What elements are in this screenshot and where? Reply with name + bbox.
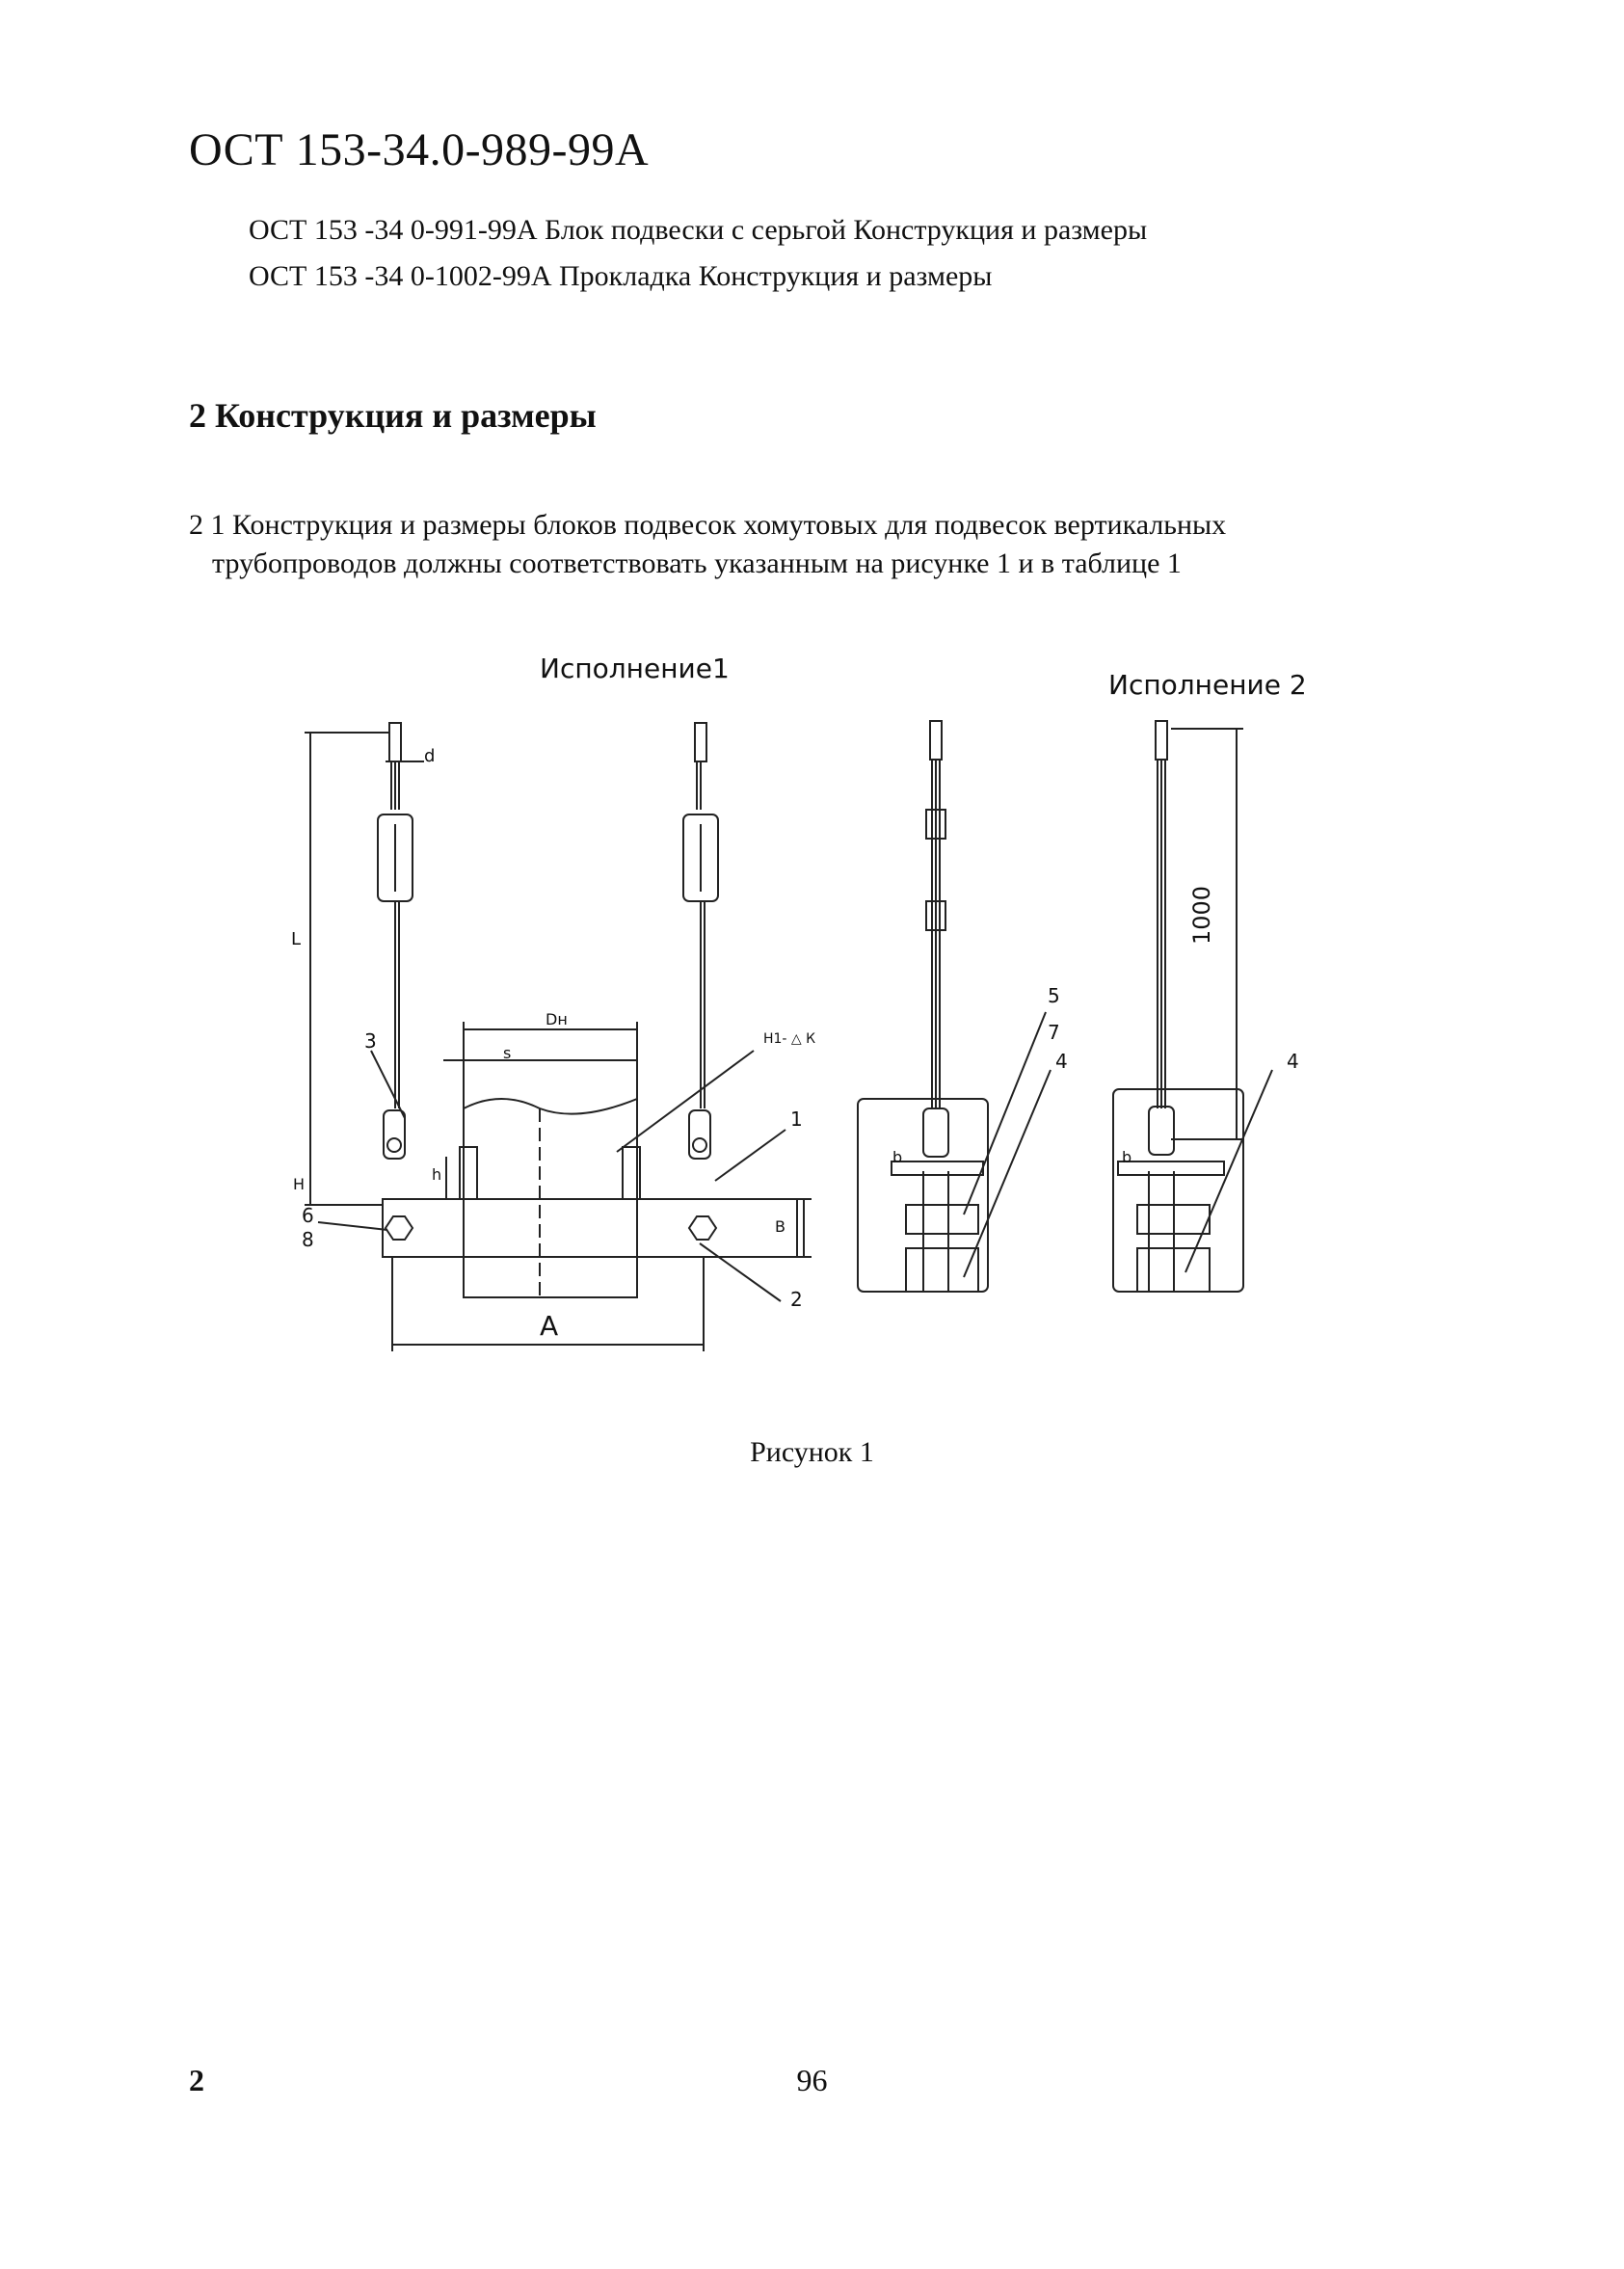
callout-4-side1: 4 [1055,1050,1068,1073]
paragraph-line-2: трубопроводов должны соответствовать указанным на рисунке 1 и в таблице 1 [212,547,1182,579]
section-title: 2 Конструкция и размеры [189,396,597,435]
dim-s-label: s [503,1044,512,1062]
callout-1: 1 [790,1108,803,1131]
pipe-outline [464,1060,637,1297]
clamp-bar [383,1199,797,1257]
callout-5: 5 [1048,984,1060,1007]
right-hanger-rod [683,723,718,1159]
side-view-variant-1 [858,721,1051,1292]
variant-1-label: Исполнение1 [540,653,730,684]
left-hanger-rod [378,723,413,1159]
dim-A-label: A [540,1310,559,1342]
variant-2-label: Исполнение 2 [1108,669,1307,701]
weld-note: Н1- △ К [763,1031,816,1047]
callout-7: 7 [1048,1021,1060,1044]
dim-L-label: L [291,929,302,949]
page-number: 96 [796,2063,828,2097]
dim-B-label: B [775,1217,785,1236]
callout-8: 8 [302,1228,314,1251]
reference-line-2: ОСТ 153 -34 0-1002-99А Прокладка Конструкция и размеры [249,260,993,292]
dim-h-label: h [432,1165,442,1184]
dim-Dn-label: Dн [546,1010,568,1028]
figure-caption: Рисунок 1 [750,1436,874,1468]
callout-3: 3 [364,1029,377,1053]
reference-line-1: ОСТ 153 -34 0-991-99А Блок подвески с серьгой Конструкция и размеры [249,214,1148,246]
side-view-variant-2 [1113,721,1272,1292]
dim-b-label-side2: b [1122,1148,1132,1166]
callout-4-side2: 4 [1287,1050,1299,1073]
dim-b-label-side1: b [892,1148,903,1166]
callout-2: 2 [790,1288,803,1311]
paragraph-line-1: 2 1 Конструкция и размеры блоков подвесок хомутовых для подвесок вертикальных [189,509,1227,541]
footer-left-number: 2 [189,2063,204,2097]
dim-H-label: H [293,1175,306,1193]
callout-6: 6 [302,1204,314,1227]
dim-1000-label: 1000 [1188,885,1215,945]
document-code: ОСТ 153-34.0-989-99А [189,124,650,175]
dim-d-label: d [424,746,436,766]
